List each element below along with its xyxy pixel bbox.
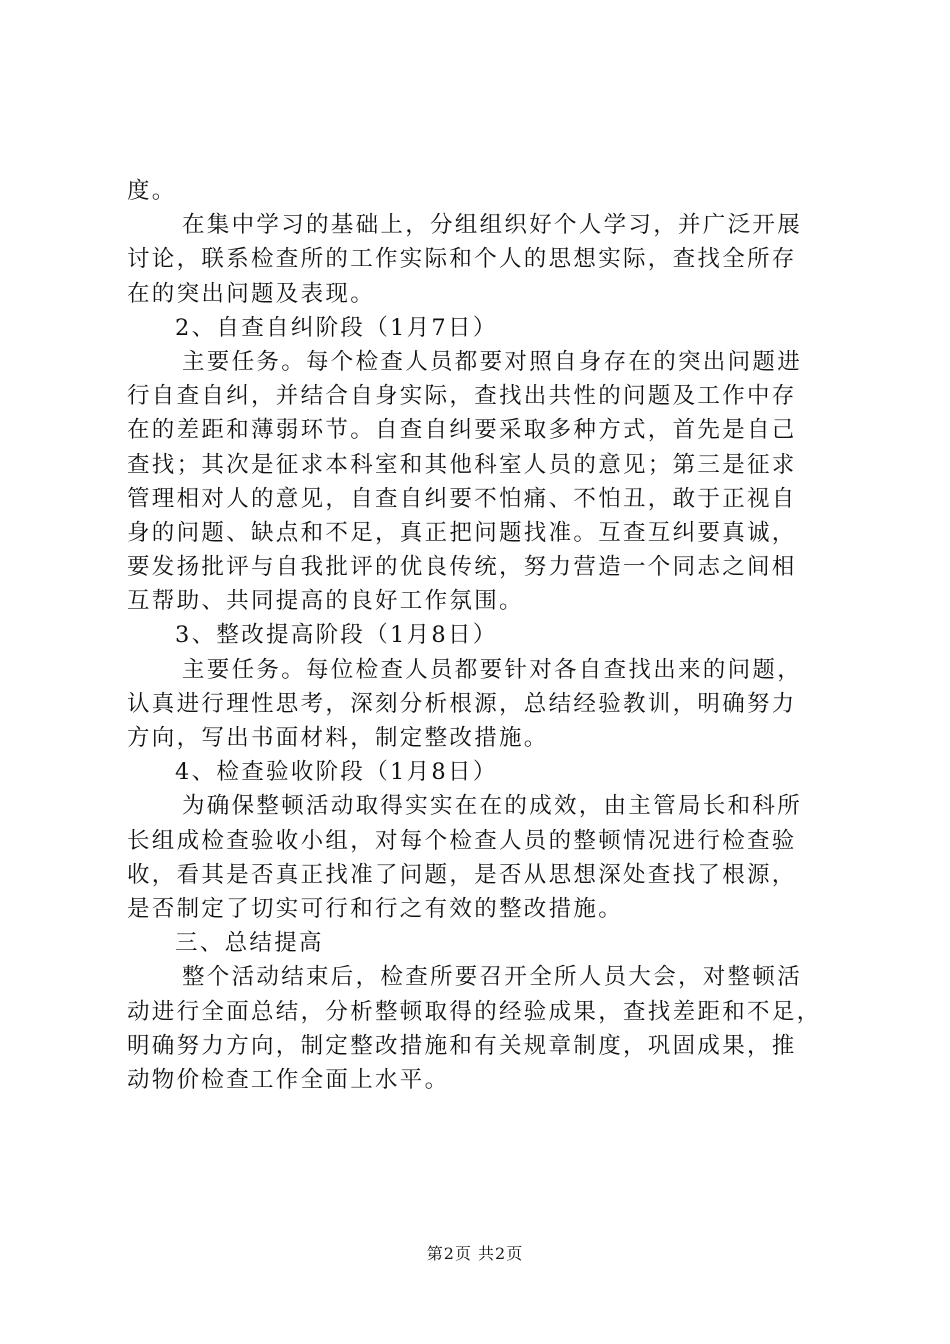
text-line: 讨论，联系检查所的工作实际和个人的思想实际，查找全所存 — [127, 246, 797, 273]
paragraph-line: 在集中学习的基础上，分组组织好个人学习，并广泛开展 — [182, 212, 803, 239]
paragraph-line: 主要任务。每个检查人员都要对照自身存在的突出问题进 — [182, 348, 803, 375]
text-line: 认真进行理性思考，深刻分析根源，总结经验教训，明确努力 — [127, 690, 797, 717]
text-line: 明确努力方向，制定整改措施和有关规章制度，巩固成果，推 — [127, 1032, 797, 1059]
text-line: 收，看其是否真正找准了问题，是否从思想深处查找了根源， — [127, 861, 797, 888]
text-line: 长组成检查验收小组，对每个检查人员的整顿情况进行检查验 — [127, 827, 797, 854]
document-body — [127, 174, 833, 1097]
text-line: 度。 — [127, 178, 177, 204]
text-line: 方向，写出书面材料，制定整改措施。 — [127, 725, 549, 751]
section-heading: 三、总结提高 — [175, 930, 324, 957]
paragraph-line: 整个活动结束后，检查所要召开全所人员大会，对整顿活 — [182, 964, 803, 991]
section-heading: 3、整改提高阶段（1月8日） — [175, 622, 498, 649]
section-heading: 2、自查自纠阶段（1月7日） — [175, 314, 498, 341]
paragraph-line: 为确保整顿活动取得实实在在的成效，由主管局长和科所 — [182, 793, 803, 820]
text-line: 管理相对人的意见，自查自纠要不怕痛、不怕丑，敢于正视自 — [127, 485, 797, 512]
text-line: 是否制定了切实可行和行之有效的整改措施。 — [127, 895, 624, 922]
text-line: 动进行全面总结，分析整顿取得的经验成果，查找差距和不足， — [127, 998, 822, 1025]
paragraph-line: 主要任务。每位检查人员都要针对各自查找出来的问题， — [182, 656, 803, 683]
text-line: 行自查自纠，并结合自身实际，查找出共性的问题及工作中存 — [127, 383, 797, 410]
text-line: 查找；其次是征求本科室和其他科室人员的意见；第三是征求 — [127, 451, 797, 478]
text-line: 在的突出问题及表现。 — [127, 280, 376, 307]
section-heading: 4、检查验收阶段（1月8日） — [175, 759, 498, 786]
text-line: 身的问题、缺点和不足，真正把问题找准。互查互纠要真诚， — [127, 519, 797, 546]
text-line: 动物价检查工作全面上水平。 — [127, 1066, 450, 1093]
text-line: 在的差距和薄弱环节。自查自纠要采取多种方式，首先是自己 — [127, 417, 797, 444]
text-line: 互帮助、共同提高的良好工作氛围。 — [127, 588, 524, 615]
page-number-footer: 第2页 共2页 — [426, 1244, 524, 1263]
text-line: 要发扬批评与自我批评的优良传统，努力营造一个同志之间相 — [127, 554, 797, 581]
